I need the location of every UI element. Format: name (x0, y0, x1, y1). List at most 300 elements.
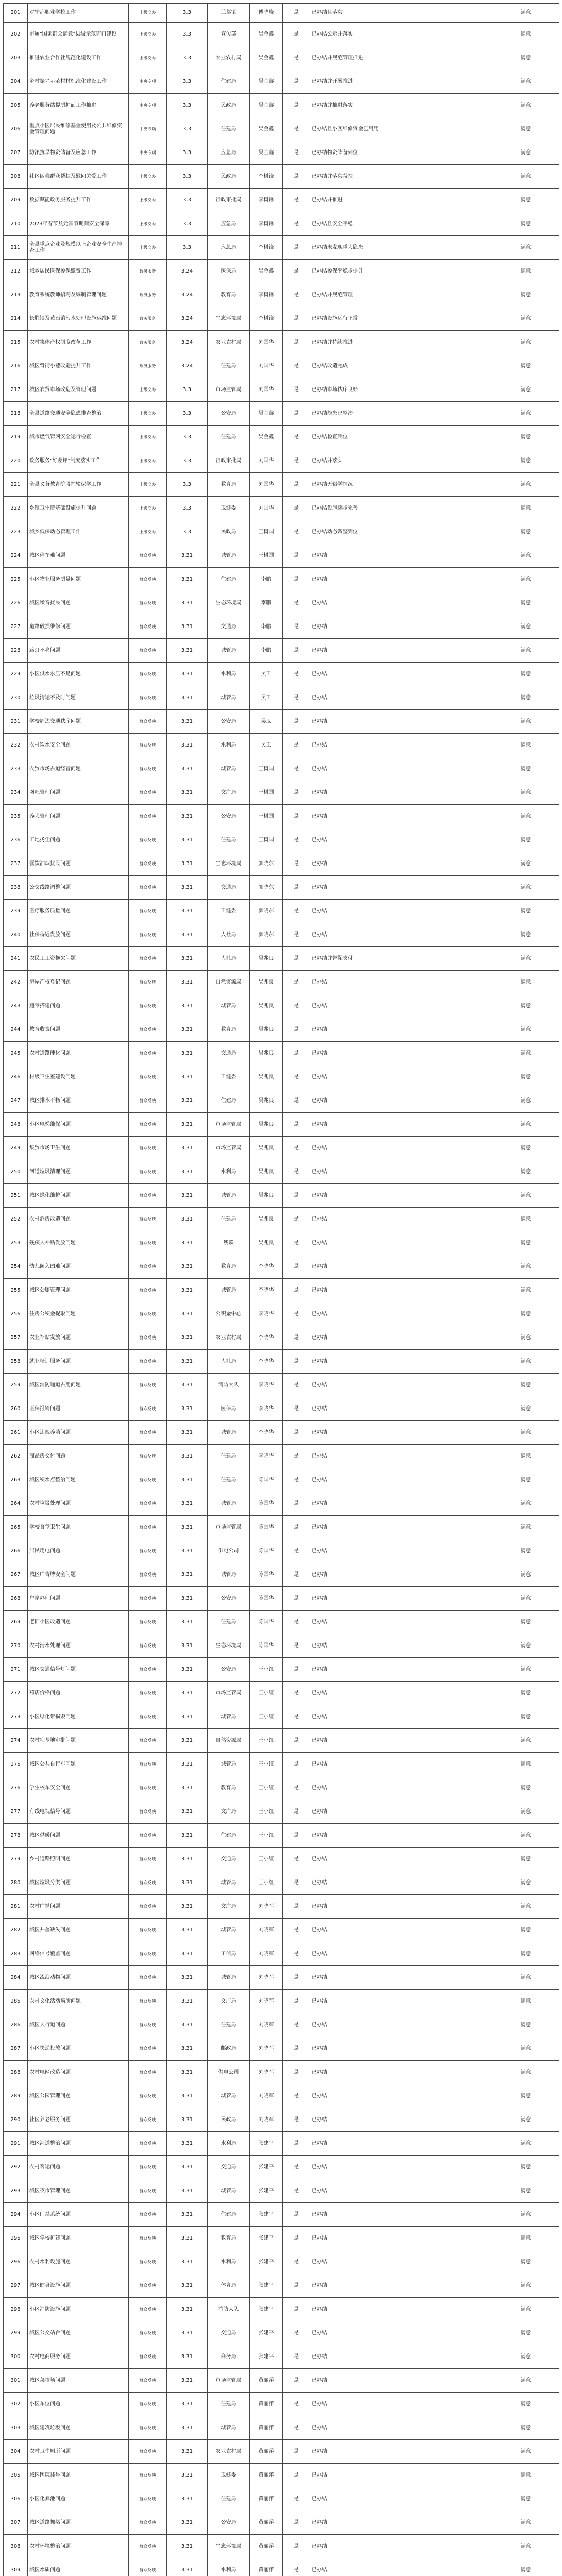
completion-flag: 是 (283, 1492, 310, 1516)
completion-flag: 是 (283, 1018, 310, 1042)
progress-note: 已办结 (310, 2274, 492, 2298)
responsible-person: 王树国 (250, 805, 283, 828)
table-row (4, 1255, 559, 1279)
table-row (4, 4, 559, 23)
row-number: 300 (4, 2345, 28, 2369)
satisfaction: 满意 (492, 1231, 559, 1255)
row-number: 299 (4, 2321, 28, 2345)
completion-flag: 是 (283, 2061, 310, 2084)
progress-note: 已办结 (310, 2393, 492, 2416)
progress-note: 已办结 (310, 757, 492, 781)
responsible-person: 刘晓军 (250, 2037, 283, 2061)
responsible-unit: 农业农村局 (208, 46, 250, 70)
progress-note: 已办结 (310, 2132, 492, 2156)
responsible-unit: 教育局 (208, 283, 250, 307)
progress-note: 已办结 (310, 2061, 492, 2084)
row-number: 290 (4, 2108, 28, 2132)
progress-note: 已办结并推进落实 (310, 94, 492, 117)
item-date: 3.31 (167, 568, 208, 591)
item-source: 群众反映 (129, 2535, 167, 2558)
table-row (4, 2203, 559, 2227)
responsible-person: 傅晓峰 (250, 4, 283, 23)
item-content: 小区电梯维保问题 (28, 1113, 129, 1137)
item-date: 3.31 (167, 2132, 208, 2156)
progress-note: 已办结 (310, 1445, 492, 1468)
item-date: 3.3 (167, 189, 208, 212)
row-number: 265 (4, 1516, 28, 1539)
progress-note: 已办结 (310, 1042, 492, 1065)
item-content: 城区排水不畅问题 (28, 1089, 129, 1113)
progress-note: 已办结 (310, 994, 492, 1018)
item-source: 群众反映 (129, 1160, 167, 1184)
satisfaction: 满意 (492, 402, 559, 426)
completion-flag: 是 (283, 805, 310, 828)
satisfaction: 满意 (492, 757, 559, 781)
completion-flag: 是 (283, 639, 310, 663)
item-content: 全县义务教育阶段控辍保学工作 (28, 473, 129, 497)
progress-note: 已办结 (310, 828, 492, 852)
responsible-unit: 教育局 (208, 2227, 250, 2250)
completion-flag: 是 (283, 1848, 310, 1871)
responsible-person: 吴兆良 (250, 1113, 283, 1137)
table-row (4, 2511, 559, 2535)
row-number: 293 (4, 2179, 28, 2203)
item-date: 3.31 (167, 994, 208, 1018)
satisfaction: 满意 (492, 1753, 559, 1776)
item-source: 群众反映 (129, 2511, 167, 2535)
completion-flag: 是 (283, 2037, 310, 2061)
table-row (4, 710, 559, 734)
progress-note: 已办结公示并落实 (310, 23, 492, 46)
item-content: 城区公厕管理问题 (28, 1279, 129, 1302)
table-row (4, 805, 559, 828)
item-content: 城区供暖问题 (28, 1824, 129, 1848)
responsible-person: 吴兆良 (250, 971, 283, 994)
item-source: 群众反映 (129, 2061, 167, 2084)
item-date: 3.31 (167, 1231, 208, 1255)
item-source: 群众反映 (129, 852, 167, 876)
responsible-unit: 公安局 (208, 710, 250, 734)
table-row (4, 591, 559, 615)
responsible-unit: 商务局 (208, 2345, 250, 2369)
item-date: 3.3 (167, 70, 208, 94)
item-content: 城区人行道问题 (28, 2013, 129, 2037)
row-number: 301 (4, 2369, 28, 2393)
item-content: 全县道路交通安全隐患排查整治 (28, 402, 129, 426)
completion-flag: 是 (283, 449, 310, 473)
table-row (4, 473, 559, 497)
item-content: 城区积水点整治问题 (28, 1468, 129, 1492)
responsible-person: 李鹏 (250, 615, 283, 639)
item-date: 3.31 (167, 2274, 208, 2298)
item-source: 上级交办 (129, 236, 167, 260)
item-content: 道路破损维修问题 (28, 615, 129, 639)
item-source: 群众反映 (129, 994, 167, 1018)
completion-flag: 是 (283, 2535, 310, 2558)
item-content: 农村垃圾处理问题 (28, 1492, 129, 1516)
satisfaction: 满意 (492, 520, 559, 544)
completion-flag: 是 (283, 189, 310, 212)
completion-flag: 是 (283, 236, 310, 260)
table-row (4, 900, 559, 923)
table-row (4, 165, 559, 189)
table-row (4, 1587, 559, 1611)
item-date: 3.31 (167, 2393, 208, 2416)
item-source: 群众反映 (129, 734, 167, 757)
responsible-person: 吴金鑫 (250, 260, 283, 283)
table-row (4, 2298, 559, 2321)
item-source: 群众反映 (129, 2345, 167, 2369)
satisfaction: 满意 (492, 1539, 559, 1563)
completion-flag: 是 (283, 212, 310, 236)
table-row (4, 1563, 559, 1587)
item-date: 3.31 (167, 1658, 208, 1682)
responsible-unit: 交通局 (208, 1042, 250, 1065)
progress-note: 已办结并持续推进 (310, 331, 492, 354)
item-content: 农民工工资拖欠问题 (28, 947, 129, 971)
progress-note: 已办结 (310, 2156, 492, 2179)
progress-note: 已办结 (310, 1231, 492, 1255)
progress-note: 已办结 (310, 2487, 492, 2511)
item-source: 群众反映 (129, 2393, 167, 2416)
responsible-person: 李晓华 (250, 1445, 283, 1468)
row-number: 210 (4, 212, 28, 236)
completion-flag: 是 (283, 900, 310, 923)
row-number: 232 (4, 734, 28, 757)
progress-note: 已办结 (310, 971, 492, 994)
responsible-unit: 交通局 (208, 615, 250, 639)
item-source: 群众反映 (129, 1634, 167, 1658)
row-number: 307 (4, 2511, 28, 2535)
completion-flag: 是 (283, 1539, 310, 1563)
completion-flag: 是 (283, 2511, 310, 2535)
item-date: 3.31 (167, 639, 208, 663)
completion-flag: 是 (283, 591, 310, 615)
table-row (4, 1042, 559, 1065)
item-source: 群众反映 (129, 2321, 167, 2345)
item-source: 群众反映 (129, 1445, 167, 1468)
row-number: 230 (4, 686, 28, 710)
responsible-person: 李树锋 (250, 307, 283, 331)
item-content: 社保待遇发放问题 (28, 923, 129, 947)
item-source: 群众反映 (129, 923, 167, 947)
item-date: 3.3 (167, 117, 208, 141)
item-date: 3.31 (167, 1468, 208, 1492)
item-date: 3.31 (167, 2156, 208, 2179)
table-row (4, 2345, 559, 2369)
completion-flag: 是 (283, 1113, 310, 1137)
item-source: 群众反映 (129, 1468, 167, 1492)
satisfaction: 满意 (492, 2203, 559, 2227)
completion-flag: 是 (283, 2084, 310, 2108)
responsible-unit: 公积金中心 (208, 1302, 250, 1326)
row-number: 279 (4, 1848, 28, 1871)
row-number: 280 (4, 1871, 28, 1895)
completion-flag: 是 (283, 70, 310, 94)
satisfaction: 满意 (492, 1705, 559, 1729)
item-content: 乡镇卫生院基础设施提升问题 (28, 497, 129, 520)
table-row (4, 1350, 559, 1374)
row-number: 243 (4, 994, 28, 1018)
item-date: 3.31 (167, 2321, 208, 2345)
responsible-person: 刘晓军 (250, 2084, 283, 2108)
responsible-person: 李树锋 (250, 212, 283, 236)
item-content: 城区停车难问题 (28, 544, 129, 568)
completion-flag: 是 (283, 1516, 310, 1539)
item-source: 上级交办 (129, 4, 167, 23)
satisfaction: 满意 (492, 1824, 559, 1848)
item-source: 群众反映 (129, 1018, 167, 1042)
completion-flag: 是 (283, 1587, 310, 1611)
item-date: 3.31 (167, 1042, 208, 1065)
responsible-unit: 民政局 (208, 520, 250, 544)
table-row (4, 2321, 559, 2345)
item-content: 户籍办理问题 (28, 1587, 129, 1611)
row-number: 278 (4, 1824, 28, 1848)
item-date: 3.31 (167, 1871, 208, 1895)
responsible-person: 王小红 (250, 1871, 283, 1895)
responsible-person: 张建平 (250, 2132, 283, 2156)
responsible-person: 吴金鑫 (250, 117, 283, 141)
item-content: 数据赋能政务服务提升工作 (28, 189, 129, 212)
responsible-person: 吴金鑫 (250, 426, 283, 449)
progress-note: 已办结 (310, 1682, 492, 1705)
responsible-unit: 残联 (208, 1231, 250, 1255)
responsible-person: 李晓华 (250, 1302, 283, 1326)
item-date: 3.3 (167, 94, 208, 117)
responsible-person: 吴卫 (250, 686, 283, 710)
item-date: 3.31 (167, 1350, 208, 1374)
progress-note: 已办结并开展推进 (310, 70, 492, 94)
progress-note: 已办结 (310, 1848, 492, 1871)
responsible-person: 李树锋 (250, 165, 283, 189)
item-source: 政务服务 (129, 331, 167, 354)
responsible-unit: 卫健委 (208, 1065, 250, 1089)
item-source: 上级交办 (129, 46, 167, 70)
item-source: 群众反映 (129, 1279, 167, 1302)
progress-note: 已办结且安全平稳 (310, 212, 492, 236)
row-number: 286 (4, 2013, 28, 2037)
progress-note: 已办结隐患已整治 (310, 402, 492, 426)
item-content: 垃圾清运不及时问题 (28, 686, 129, 710)
item-date: 3.3 (167, 212, 208, 236)
item-date: 3.31 (167, 900, 208, 923)
row-number: 248 (4, 1113, 28, 1137)
item-date: 3.3 (167, 236, 208, 260)
responsible-unit: 生态环境局 (208, 852, 250, 876)
row-number: 277 (4, 1800, 28, 1824)
item-source: 群众反映 (129, 1350, 167, 1374)
item-content: 养犬管理问题 (28, 805, 129, 828)
completion-flag: 是 (283, 473, 310, 497)
table-row (4, 1065, 559, 1089)
item-source: 群众反映 (129, 2416, 167, 2440)
row-number: 207 (4, 141, 28, 165)
satisfaction: 满意 (492, 876, 559, 900)
item-source: 群众反映 (129, 2369, 167, 2393)
row-number: 226 (4, 591, 28, 615)
progress-note: 已办结 (310, 544, 492, 568)
table-row (4, 2227, 559, 2250)
table-row (4, 402, 559, 426)
item-content: 河道垃圾清理问题 (28, 1160, 129, 1184)
responsible-unit: 水利局 (208, 663, 250, 686)
table-row (4, 1611, 559, 1634)
item-source: 群众反映 (129, 2037, 167, 2061)
progress-note: 已办结 (310, 2037, 492, 2061)
item-content: 小区门禁系统问题 (28, 2203, 129, 2227)
row-number: 228 (4, 639, 28, 663)
progress-note: 已办结 (310, 876, 492, 900)
table-row (4, 2464, 559, 2487)
progress-note: 已办结 (310, 2203, 492, 2227)
responsible-person: 张建平 (250, 2227, 283, 2250)
item-date: 3.31 (167, 1966, 208, 1990)
progress-note: 已办结 (310, 1800, 492, 1824)
satisfaction: 满意 (492, 734, 559, 757)
row-number: 220 (4, 449, 28, 473)
completion-flag: 是 (283, 1682, 310, 1705)
satisfaction: 满意 (492, 994, 559, 1018)
table-row (4, 2061, 559, 2084)
progress-note: 已办结 (310, 852, 492, 876)
progress-note: 已办结 (310, 2345, 492, 2369)
completion-flag: 是 (283, 2440, 310, 2464)
table-row (4, 876, 559, 900)
row-number: 224 (4, 544, 28, 568)
table-row (4, 497, 559, 520)
item-content: 城乡低保动态管理工作 (28, 520, 129, 544)
satisfaction: 满意 (492, 1871, 559, 1895)
completion-flag: 是 (283, 971, 310, 994)
row-number: 275 (4, 1753, 28, 1776)
row-number: 203 (4, 46, 28, 70)
progress-note: 已办结 (310, 2227, 492, 2250)
row-number: 205 (4, 94, 28, 117)
row-number: 238 (4, 876, 28, 900)
satisfaction: 满意 (492, 1042, 559, 1065)
satisfaction: 满意 (492, 1089, 559, 1113)
item-content: 城区垃圾分类问题 (28, 1871, 129, 1895)
item-date: 3.3 (167, 165, 208, 189)
table-row (4, 1871, 559, 1895)
responsible-unit: 城管局 (208, 544, 250, 568)
item-source: 中央专项 (129, 117, 167, 141)
responsible-person: 刘晓军 (250, 1919, 283, 1942)
item-date: 3.31 (167, 1895, 208, 1919)
item-content: 农村电商服务问题 (28, 2345, 129, 2369)
item-content: 城市燃气管网安全运行检查 (28, 426, 129, 449)
responsible-person: 李鹏 (250, 591, 283, 615)
item-content: 城区建筑垃圾问题 (28, 2416, 129, 2440)
table-row (4, 663, 559, 686)
responsible-person: 吴兆良 (250, 947, 283, 971)
item-date: 3.31 (167, 1587, 208, 1611)
responsible-person: 张建平 (250, 2298, 283, 2321)
table-row (4, 1539, 559, 1563)
completion-flag: 是 (283, 1942, 310, 1966)
item-date: 3.3 (167, 23, 208, 46)
responsible-unit: 工信局 (208, 1942, 250, 1966)
table-row (4, 520, 559, 544)
table-row (4, 1895, 559, 1919)
row-number: 231 (4, 710, 28, 734)
responsible-unit: 文广局 (208, 1895, 250, 1919)
item-content: 城区背街小巷改造提升工作 (28, 354, 129, 378)
table-row (4, 1279, 559, 1302)
item-source: 中央专项 (129, 94, 167, 117)
satisfaction: 满意 (492, 971, 559, 994)
row-number: 245 (4, 1042, 28, 1065)
completion-flag: 是 (283, 1421, 310, 1445)
table-row (4, 141, 559, 165)
progress-note: 已办结 (310, 1776, 492, 1800)
table-row (4, 1089, 559, 1113)
responsible-person: 吴金鑫 (250, 141, 283, 165)
satisfaction: 满意 (492, 1184, 559, 1208)
item-content: 农村电网改造问题 (28, 2061, 129, 2084)
table-row (4, 70, 559, 94)
satisfaction: 满意 (492, 2108, 559, 2132)
satisfaction: 满意 (492, 591, 559, 615)
table-row (4, 994, 559, 1018)
responsible-person: 吴兆良 (250, 1231, 283, 1255)
responsible-unit: 城管局 (208, 639, 250, 663)
item-source: 群众反映 (129, 2440, 167, 2464)
satisfaction: 满意 (492, 1942, 559, 1966)
responsible-person: 李晓华 (250, 1326, 283, 1350)
responsible-unit: 城管局 (208, 1753, 250, 1776)
item-content: 农村危房改造问题 (28, 1208, 129, 1231)
progress-note: 已办结 (310, 1966, 492, 1990)
responsible-unit: 住建局 (208, 354, 250, 378)
completion-flag: 是 (283, 2393, 310, 2416)
item-source: 上级交办 (129, 23, 167, 46)
table-row (4, 1942, 559, 1966)
item-date: 3.3 (167, 378, 208, 402)
responsible-person: 黄丽萍 (250, 2535, 283, 2558)
satisfaction: 满意 (492, 70, 559, 94)
item-source: 群众反映 (129, 1374, 167, 1397)
completion-flag: 是 (283, 710, 310, 734)
table-row (4, 544, 559, 568)
responsible-unit: 农业农村局 (208, 2440, 250, 2464)
satisfaction: 满意 (492, 1018, 559, 1042)
item-source: 群众反映 (129, 1658, 167, 1682)
item-date: 3.31 (167, 2227, 208, 2250)
item-content: 全县重点企业及规模以上企业安全生产排查工作 (28, 236, 129, 260)
row-number: 292 (4, 2156, 28, 2179)
satisfaction: 满意 (492, 1279, 559, 1302)
item-content: 居民用电问题 (28, 1539, 129, 1563)
row-number: 268 (4, 1587, 28, 1611)
item-content: 农村宅基地审批问题 (28, 1729, 129, 1753)
responsible-unit: 住建局 (208, 2487, 250, 2511)
satisfaction: 满意 (492, 260, 559, 283)
responsible-unit: 人社局 (208, 1350, 250, 1374)
completion-flag: 是 (283, 1729, 310, 1753)
item-source: 群众反映 (129, 663, 167, 686)
responsible-unit: 住建局 (208, 2013, 250, 2037)
progress-note: 已办结 (310, 1753, 492, 1776)
item-date: 3.31 (167, 2037, 208, 2061)
item-source: 上级交办 (129, 497, 167, 520)
item-content: 城区学校扩建问题 (28, 2227, 129, 2250)
responsible-person: 李树锋 (250, 236, 283, 260)
satisfaction: 满意 (492, 2132, 559, 2156)
progress-note: 已办结 (310, 663, 492, 686)
satisfaction: 满意 (492, 212, 559, 236)
